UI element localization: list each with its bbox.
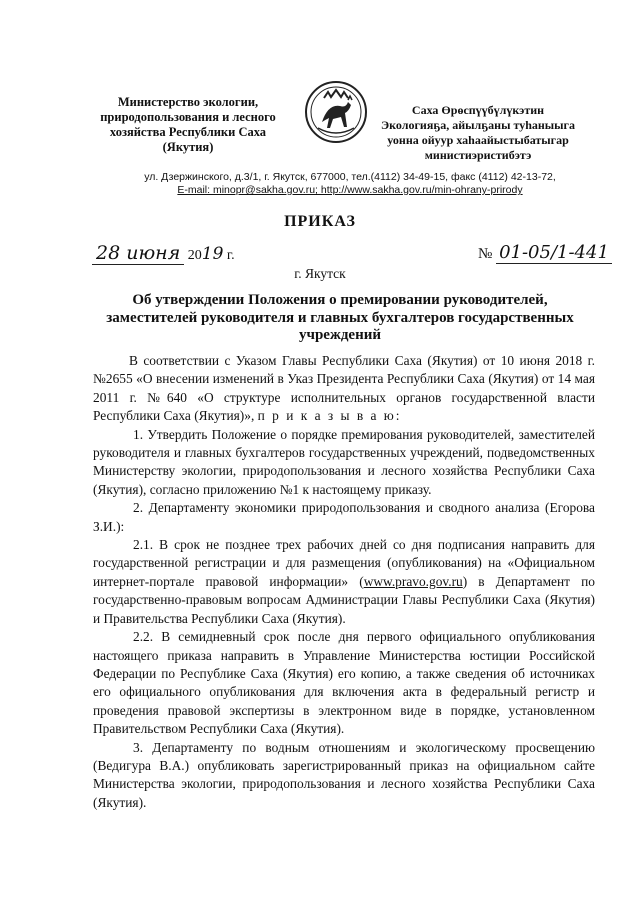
ministry-name-sakha xyxy=(372,103,584,163)
document-body xyxy=(93,352,595,812)
preamble-text: В соответствии с Указом Главы Республики Саха (Якутия) от 10 июня 2018 г. №2655 «О внесении изменений в Указ Президента Республики Саха (Якутия) от 14 мая 2011 г. №640 «О структуре исполнительных органов государственной власти Республики Саха (Якутия)», xyxy=(93,353,595,424)
clause-2: 2. Департаменту экономики природопользования и сводного анализа (Егорова З.И.): xyxy=(93,500,595,534)
clause-1: 1. Утвердить Положение о порядке премирования руководителей, заместителей руководителя и главных бухгалтеров государственных учреждений, подведомственных Министерству экологии, природопользования и лесного хозяйства Республики Саха (Якутия), согласно приложению №1 к настоящему приказу. xyxy=(93,426,595,497)
order-number xyxy=(478,242,612,264)
preamble-paragraph xyxy=(93,352,595,426)
clause-2-1 xyxy=(93,536,595,628)
ministry-address xyxy=(110,171,590,197)
order-verb: п р и к а з ы в а ю: xyxy=(257,408,402,424)
number-label: № xyxy=(478,246,493,262)
ministry-name-sakha-line: Саха Өрөспүүбүлүкэтин xyxy=(411,103,545,117)
ministry-name-ru xyxy=(88,95,288,155)
handwritten-year: 19 xyxy=(201,244,224,264)
ministry-name-ru-line: хозяйства Республики Саха xyxy=(109,125,267,139)
handwritten-date: 28 июня xyxy=(92,242,184,265)
pravo-link[interactable]: www.pravo.gov.ru xyxy=(363,573,463,589)
clause-2-1-text: 2.1. В срок не позднее трех рабочих дней со дня подписания направить для государственной регистрации и для размещения (опубликования) на «Официальном интернет-портале правовой информации» ( xyxy=(93,537,595,589)
ministry-name-ru-line: природопользования и лесного xyxy=(100,110,276,124)
document-city: г. Якутск xyxy=(294,266,346,281)
contact-links[interactable]: E-mail: minopr@sakha.gov.ru; http://www.sakha.gov.ru/min-ohrany-prirody xyxy=(177,184,523,196)
ministry-name-ru-line: Министерство экологии, xyxy=(117,95,259,109)
ministry-name-sakha-line: уонна ойуур хаһаайыстыбатыгар xyxy=(387,133,569,147)
coat-of-arms-icon xyxy=(304,78,368,146)
date-suffix: г. xyxy=(226,248,235,263)
ministry-name-sakha-line: Экологияҕа, айылҕаны туһаныыга xyxy=(381,118,575,132)
clause-2-1-text-end: ) в Департамент по государственно-правовым вопросам Администрации Главы Республики Саха (Якутия) и Правительства Республики Саха (Якутия). xyxy=(93,573,595,626)
document-subject: Об утверждении Положения о премировании руководителей, заместителей руководителя и главных бухгалтеров государственных учреждений xyxy=(106,292,574,343)
ministry-name-ru-line: (Якутия) xyxy=(162,140,214,154)
address-line: ул. Дзержинского, д.3/1, г. Якутск, 677000, тел.(4112) 34-49-15, факс (4112) 42-13-72, xyxy=(144,171,556,183)
ministry-name-sakha-line: министиэристибэтэ xyxy=(424,148,532,162)
document-title: ПРИКАЗ xyxy=(284,213,356,230)
clause-3: 3. Департаменту по водным отношениям и экологическому просвещению (Ведигура В.А.) опубликовать зарегистрированный приказ на официальном сайте Министерства экологии, природопользования и лесного хозяйства Республики Саха (Якутия). xyxy=(93,739,595,810)
handwritten-number: 01-05/1-441 xyxy=(496,242,612,264)
date-year-prefix: 20 xyxy=(187,248,202,263)
clause-2-2: 2.2. В семидневный срок после дня первого официального опубликования настоящего приказа направить в Управление Министерства юстиции Российской Федерации по Республике Саха (Якутия) его копию, а также сведения об источниках его официального опубликования для включения акта в федеральный регистр и проведения правовой экспертизы в электронном виде в порядке, установленном Правительством Республики Саха (Якутия). xyxy=(93,629,595,737)
order-date xyxy=(92,242,235,265)
